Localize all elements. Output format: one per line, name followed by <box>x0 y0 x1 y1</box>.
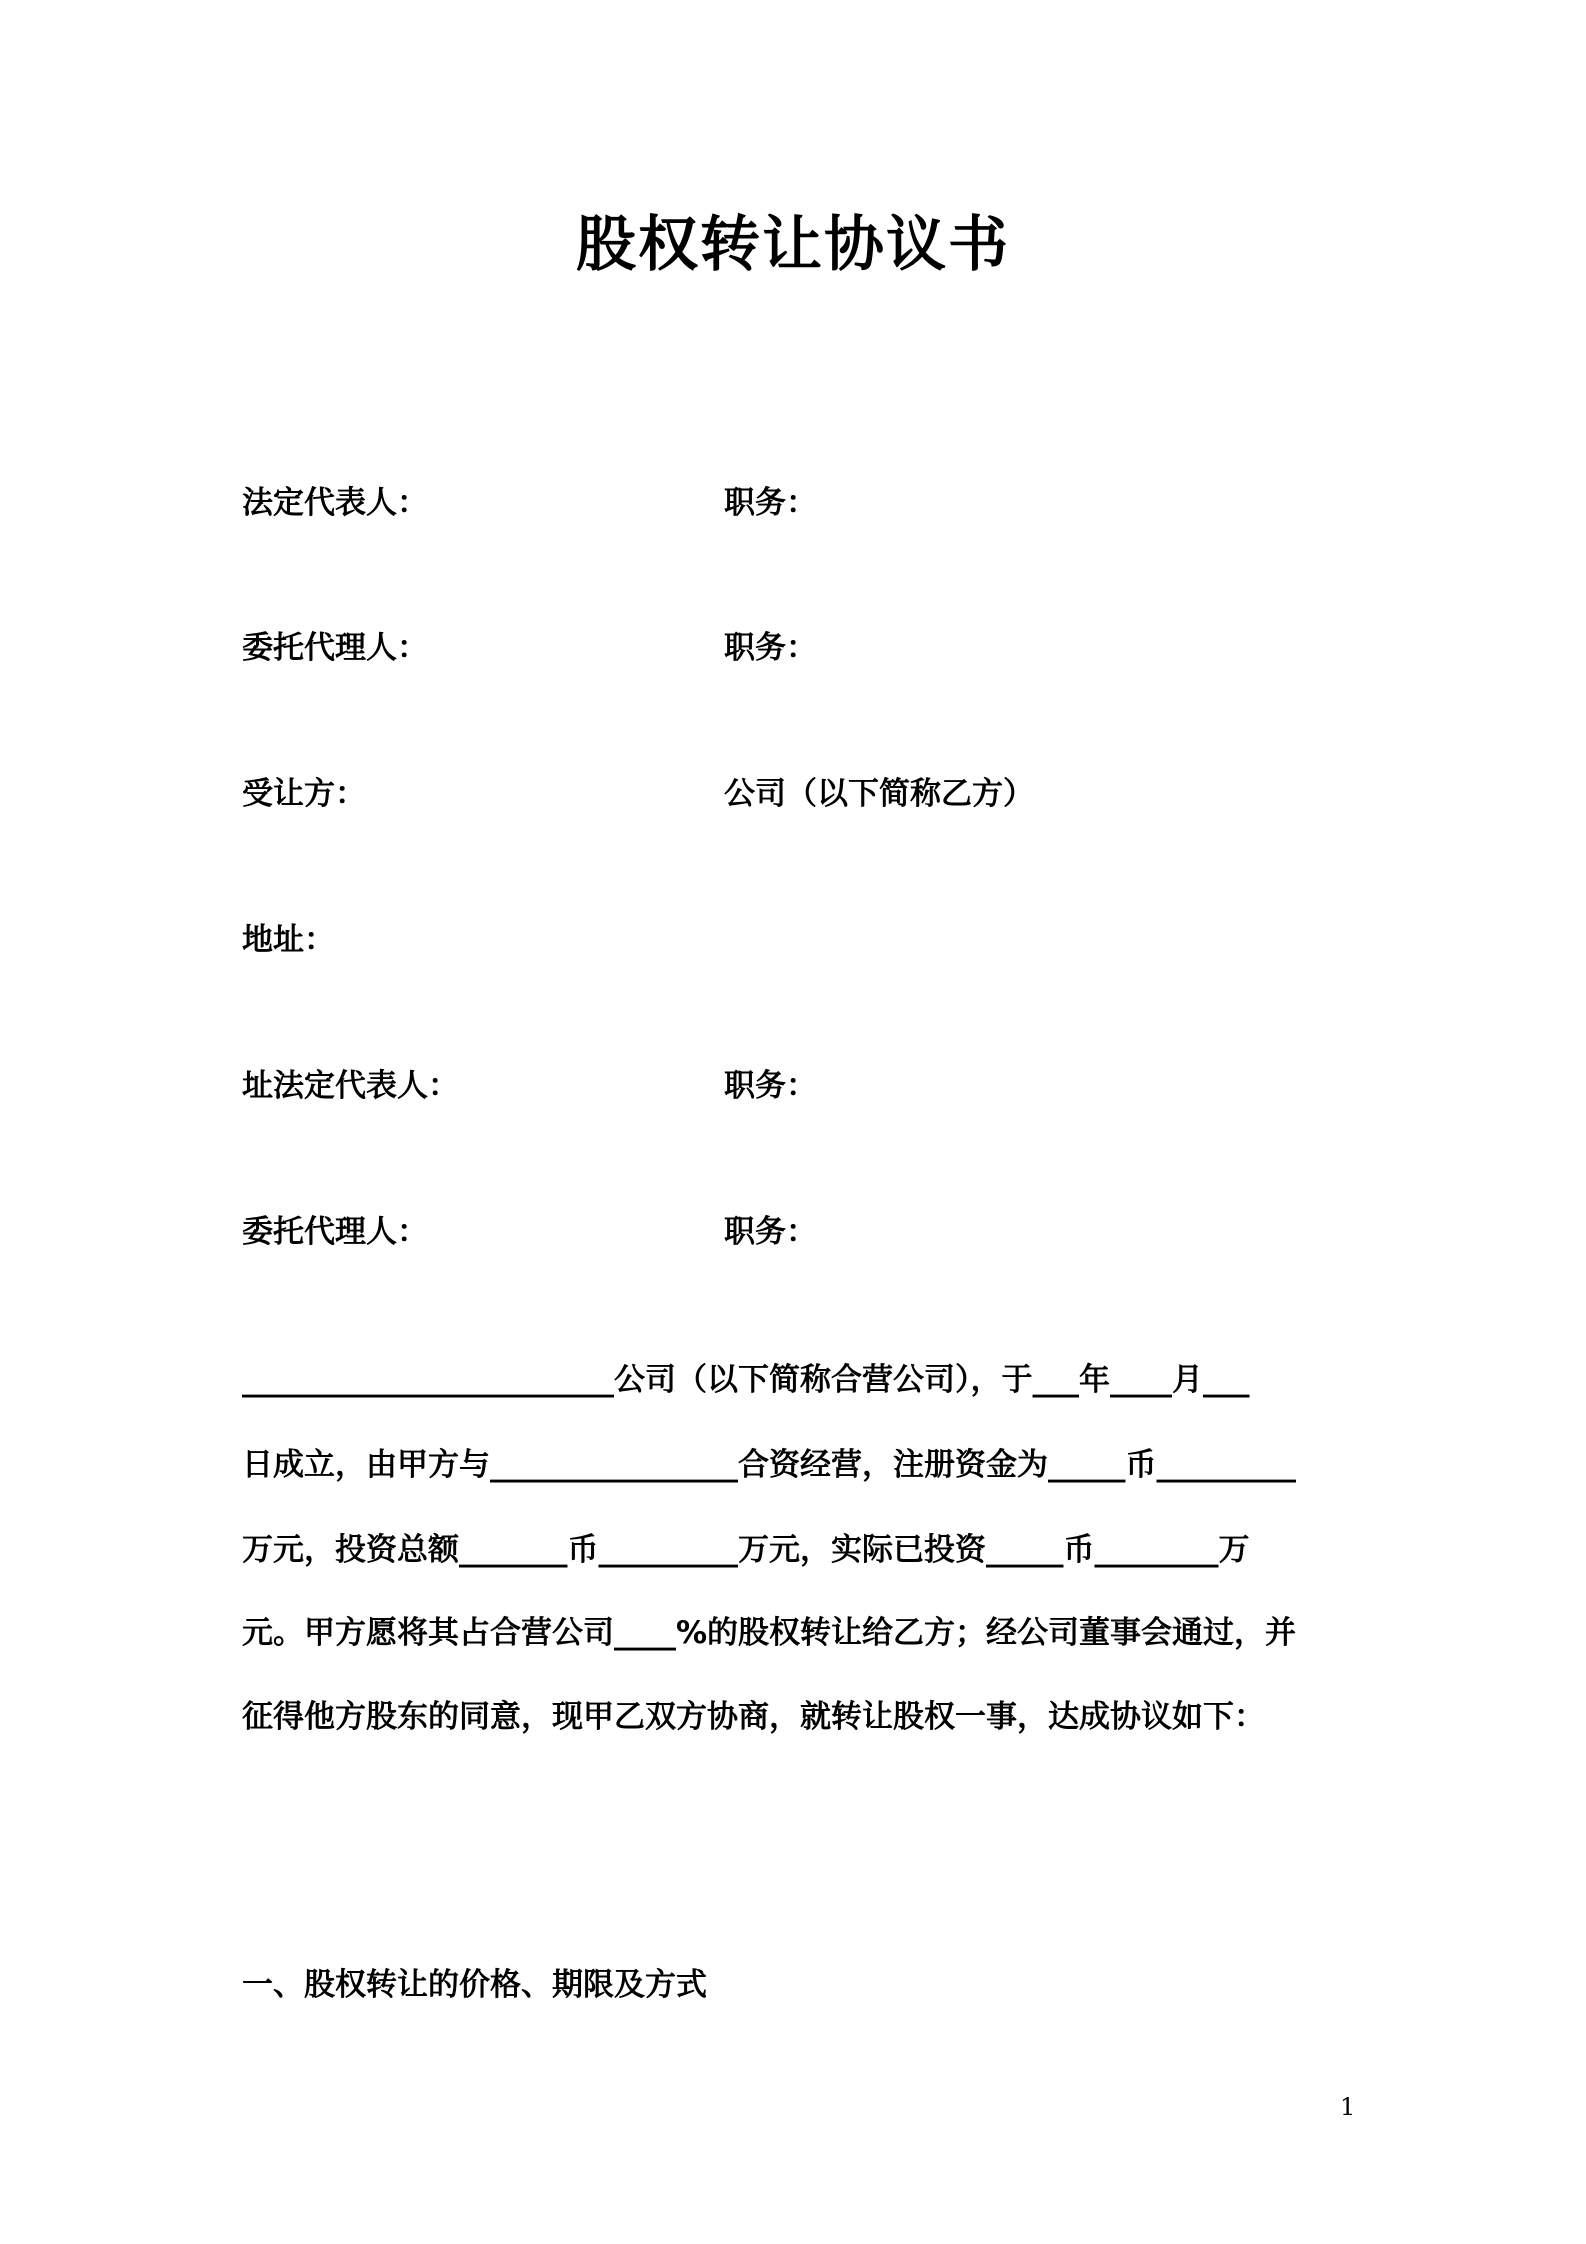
paragraph-line: 征得他方股东的同意，现甲乙双方协商，就转让股权一事，达成协议如下： <box>242 1699 1265 1735</box>
field-transferee-label: 受让方： <box>242 776 366 812</box>
field-position-label: 职务： <box>724 1214 817 1250</box>
page-number: 1 <box>1340 2093 1356 2121</box>
field-address-label: 地址： <box>242 922 335 958</box>
paragraph-line: 万元，投资总额_______币_________万元，实际已投资_____币________万 <box>242 1532 1250 1568</box>
paragraph-line: 日成立，由甲方与________________合资经营，注册资金为_____币_________ <box>242 1447 1296 1483</box>
field-address-legal-representative-label: 址法定代表人： <box>242 1068 459 1104</box>
field-position-label: 职务： <box>724 630 817 666</box>
paragraph-line: ________________________公司（以下简称合营公司），于___年____月___ <box>242 1362 1250 1398</box>
field-authorized-agent-label: 委托代理人： <box>242 1214 428 1250</box>
paragraph-line: 元。甲方愿将其占合营公司____%的股权转让给乙方；经公司董事会通过，并 <box>242 1615 1297 1651</box>
field-legal-representative-label: 法定代表人： <box>242 485 428 521</box>
section-heading: 一、股权转让的价格、期限及方式 <box>242 1967 707 2003</box>
field-company-label: 公司（以下简称乙方） <box>724 776 1034 812</box>
document-title: 股权转让协议书 <box>576 210 1010 280</box>
field-position-label: 职务： <box>724 1068 817 1104</box>
field-position-label: 职务： <box>724 485 817 521</box>
field-authorized-agent-label: 委托代理人： <box>242 630 428 666</box>
